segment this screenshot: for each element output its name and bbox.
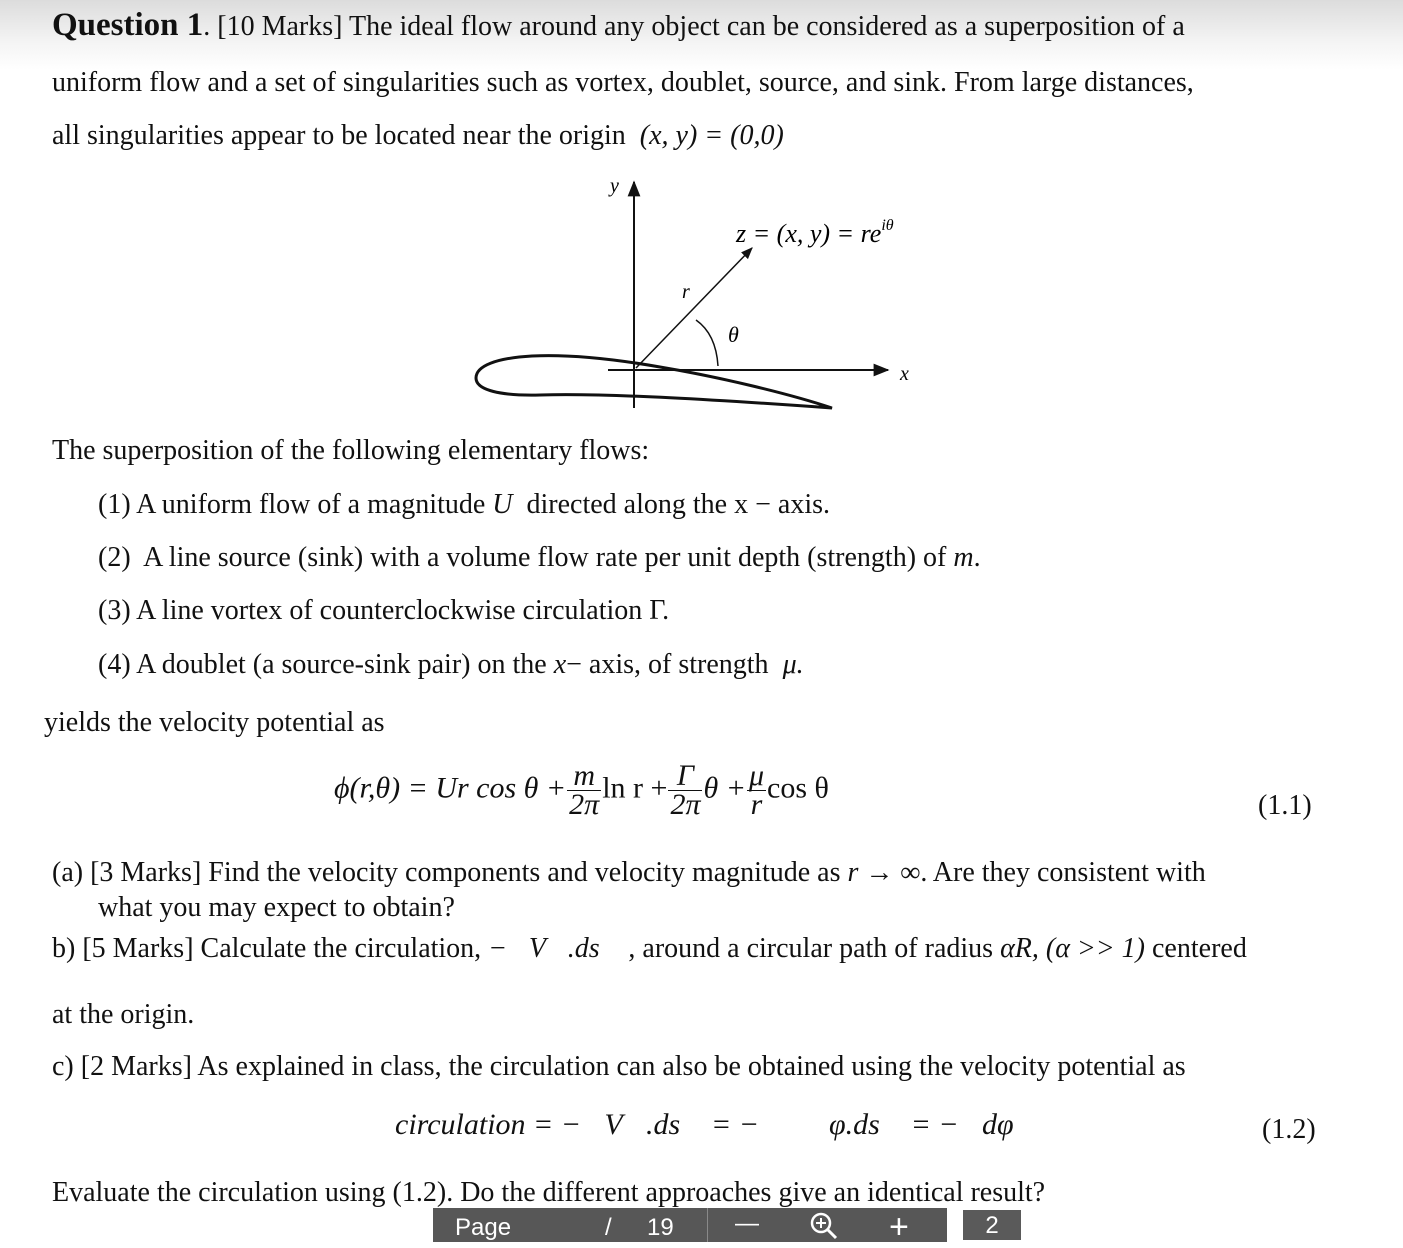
page-number-input[interactable]: 2 bbox=[963, 1210, 1021, 1240]
total-pages: 19 bbox=[647, 1214, 674, 1241]
theta-arc bbox=[696, 320, 718, 366]
radius-line bbox=[636, 248, 752, 368]
r-label: r bbox=[682, 281, 690, 303]
question-label: Question 1 bbox=[52, 7, 204, 43]
z-label: z = (x, $y) = re^{i\theta}$ bbox=[736, 217, 894, 248]
equation-1-1: ϕ(r,θ) = Ur cos θ + $\frac{m}{2\pi}$ ln r + $\frac{\Gamma}{2\pi}$ θ + $\frac{\mu}{r}$ cos θ bbox=[334, 759, 829, 821]
x-axis-label: x bbox=[900, 363, 909, 385]
equation-number-1-1: (1.1) bbox=[1258, 790, 1312, 821]
theta-label: θ bbox=[728, 322, 739, 347]
zoom-out-button[interactable]: — bbox=[735, 1210, 759, 1237]
flow-item-2: (2) A line source (sink) with a volume flow rate per unit depth (strength) of m. bbox=[98, 542, 981, 573]
question-intro-line-1: Question 1. [10 Marks] The ideal flow around any object can be considered as a superposition of a bbox=[52, 7, 1185, 43]
part-a-line-2: what you may expect to obtain? bbox=[98, 892, 455, 923]
zoom-icon[interactable] bbox=[809, 1211, 839, 1248]
closing-text: Evaluate the circulation using (1.2). Do the different approaches give an identical result? bbox=[52, 1177, 1046, 1208]
flow-item-4: (4) A doublet (a source-sink pair) on the x− axis, of strength μ. bbox=[98, 649, 804, 680]
zoom-in-button[interactable]: + bbox=[889, 1208, 909, 1246]
page-separator: / bbox=[605, 1214, 612, 1241]
part-a-line-1: (a) [3 Marks] Find the velocity components and velocity magnitude as r → ∞. Are they consistent with bbox=[52, 857, 1206, 888]
equation-1-2: circulation = −∮V⃗.ds⃗ = −∮∇⃗φ.ds⃗ = −∮dφ bbox=[395, 1108, 1014, 1141]
flow-item-3: (3) A line vortex of counterclockwise circulation Γ. bbox=[98, 595, 670, 626]
part-b-line-2: at the origin. bbox=[52, 999, 195, 1030]
part-b-line-1: b) [5 Marks] Calculate the circulation, −∮V⃗.ds⃗ , around a circular path of radius αR, (α >> 1) centered bbox=[52, 933, 1247, 964]
part-c-line-1: c) [2 Marks] As explained in class, the circulation can also be obtained using the velocity potential as bbox=[52, 1051, 1186, 1082]
airfoil-shape bbox=[476, 356, 832, 408]
airfoil-figure bbox=[460, 172, 940, 417]
yields-text: yields the velocity potential as bbox=[44, 707, 385, 738]
flows-heading: The superposition of the following elementary flows: bbox=[52, 435, 650, 466]
question-intro-line-3: all singularities appear to be located near the origin (x, y) = (0,0) bbox=[52, 120, 784, 151]
question-intro-line-2: uniform flow and a set of singularities such as vortex, doublet, source, and sink. From large distances, bbox=[52, 67, 1194, 98]
equation-number-1-2: (1.2) bbox=[1262, 1114, 1316, 1145]
page-label: Page bbox=[455, 1214, 512, 1241]
flow-item-1: (1) A uniform flow of a magnitude U directed along the x − axis. bbox=[98, 489, 831, 520]
y-axis-label: y bbox=[610, 175, 619, 197]
toolbar-divider bbox=[707, 1208, 708, 1242]
pdf-toolbar bbox=[433, 1208, 999, 1246]
